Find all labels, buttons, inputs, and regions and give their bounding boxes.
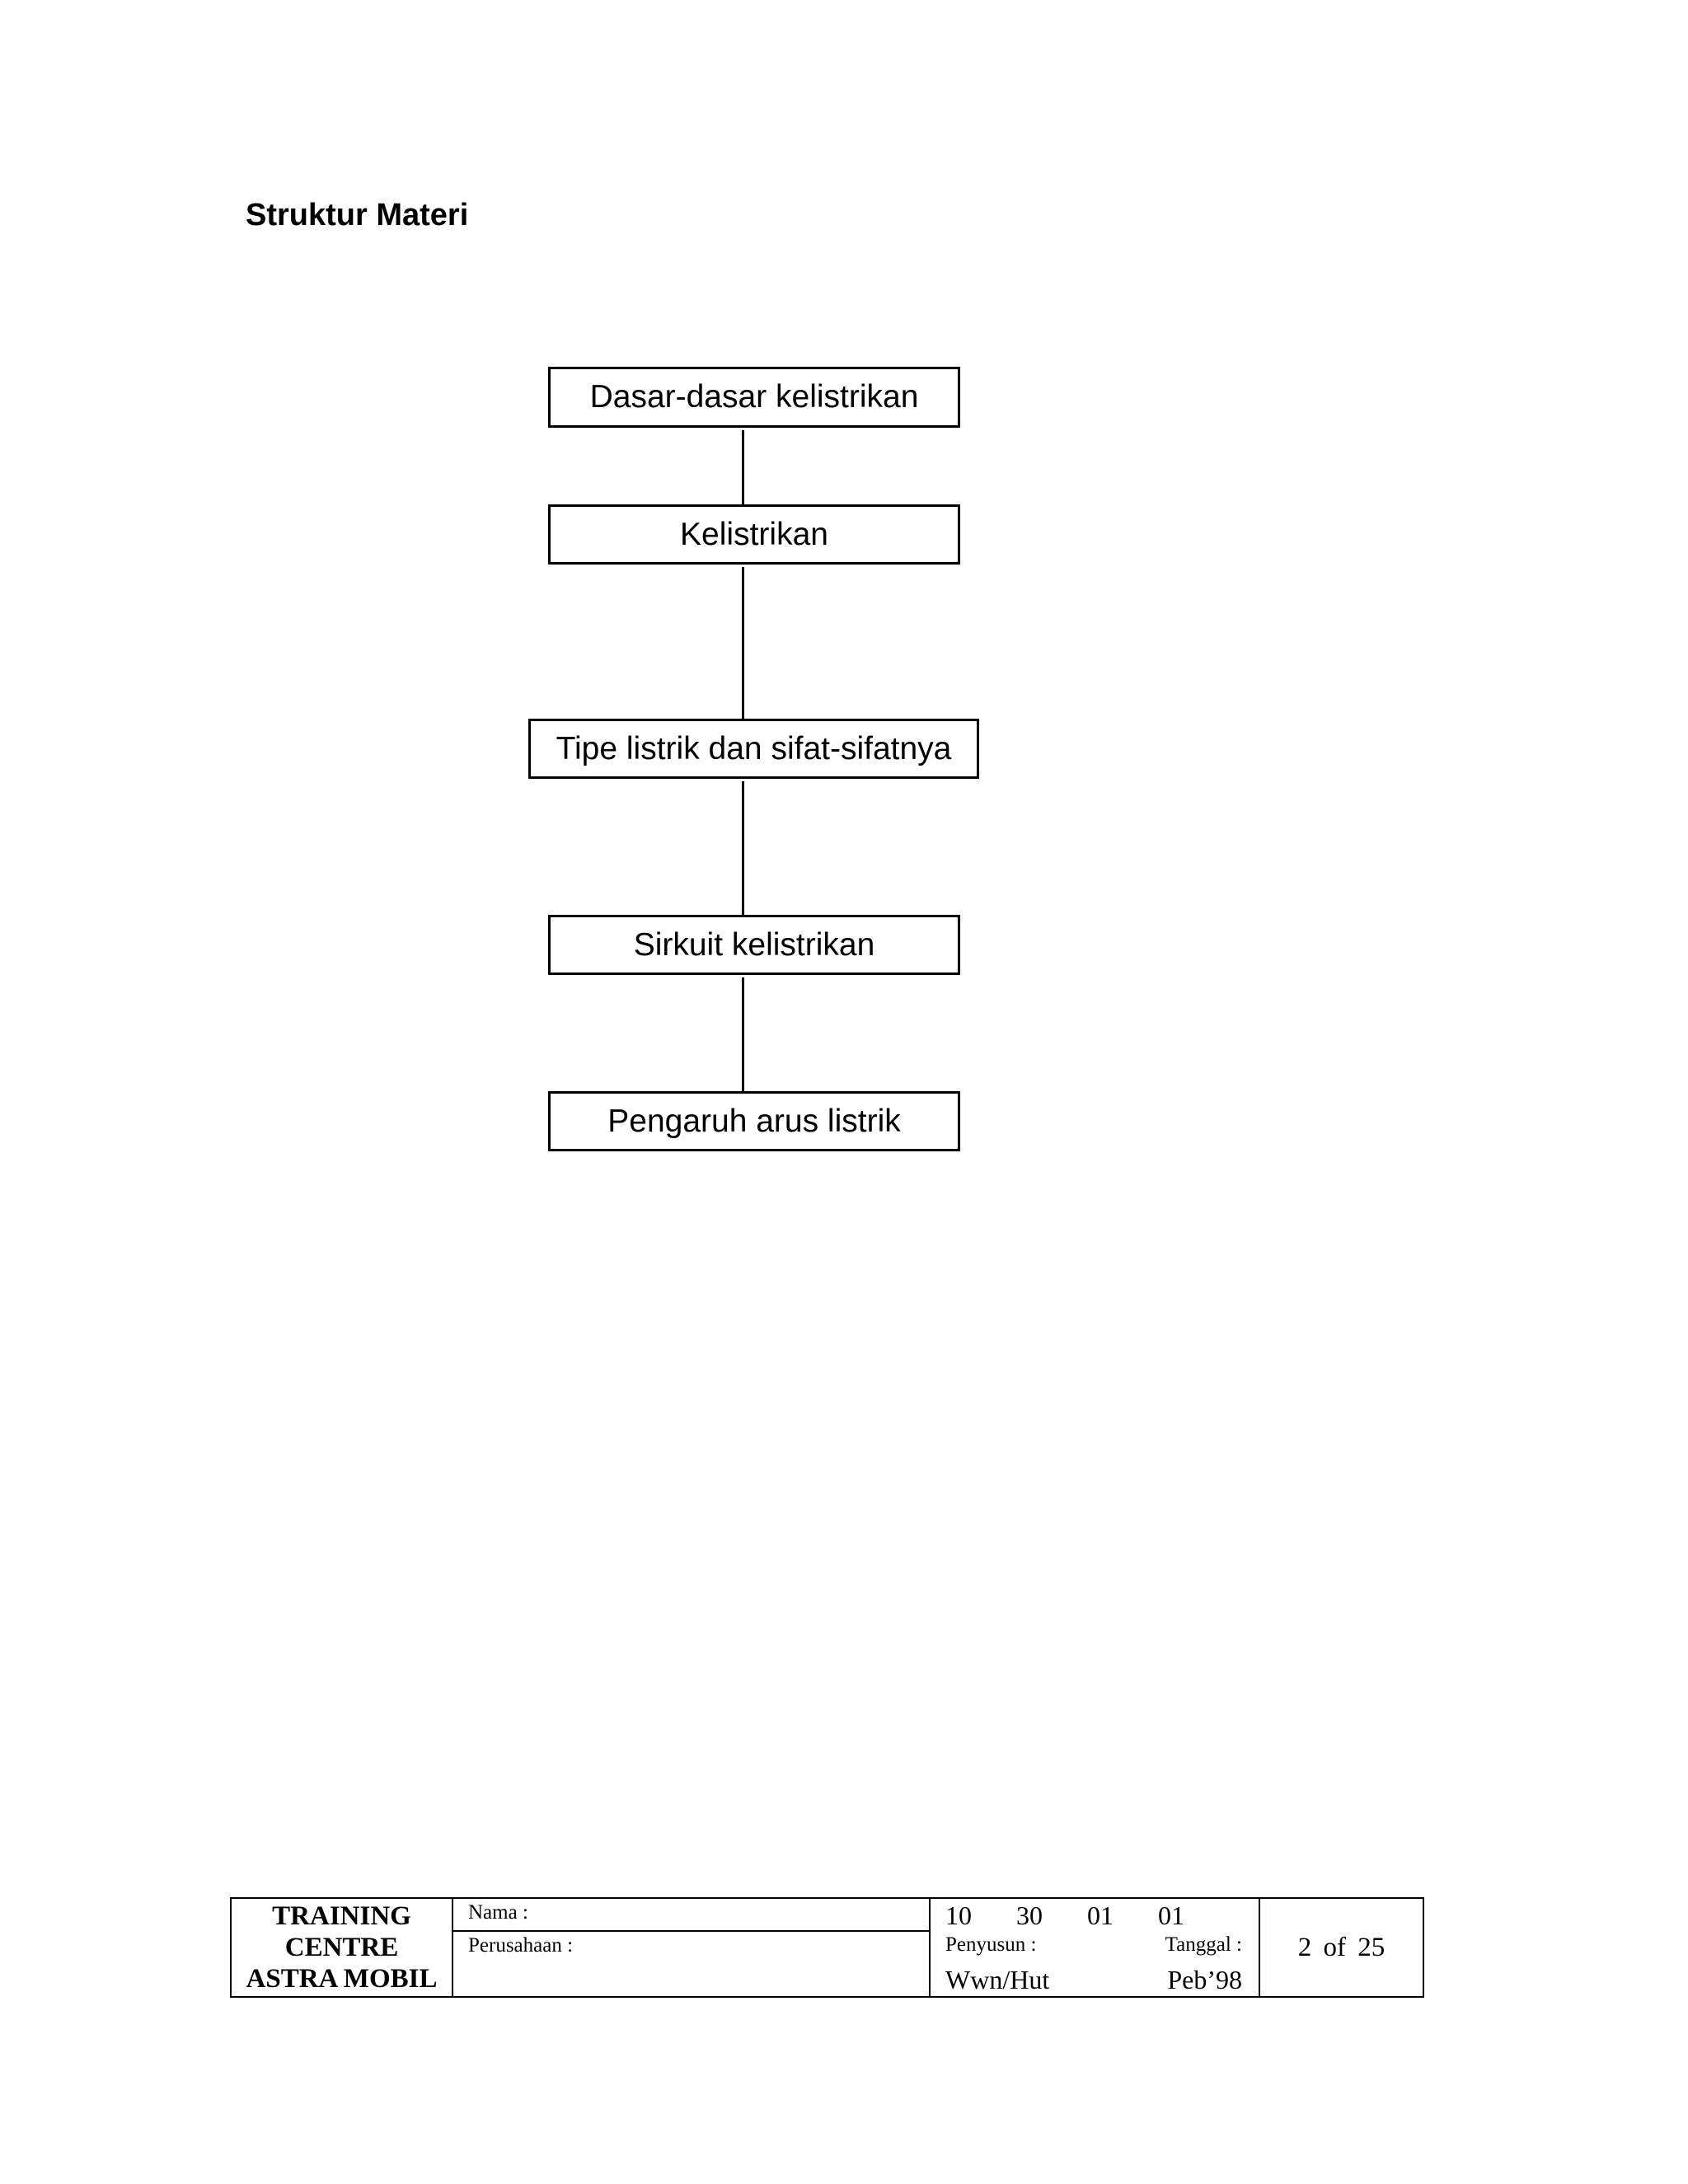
flow-node-circuit: Sirkuit kelistrikan	[548, 915, 960, 975]
flow-connector	[742, 567, 744, 720]
org-line-3: ASTRA MOBIL	[246, 1964, 438, 1994]
company-label: Perusahaan :	[468, 1934, 574, 1957]
flow-connector	[742, 977, 744, 1094]
flow-node-basics: Dasar-dasar kelistrikan	[548, 367, 960, 428]
name-field	[452, 1898, 930, 1931]
org-line-1: TRAINING	[272, 1901, 411, 1931]
document-code: 10 30 01 01	[945, 1900, 1184, 1930]
org-line-2: CENTRE	[284, 1933, 399, 1962]
flow-connector	[742, 430, 744, 506]
company-field	[452, 1931, 930, 1997]
flow-node-electricity-types: Tipe listrik dan sifat-sifatnya	[528, 719, 979, 779]
page-number: 2 of 25	[1259, 1898, 1423, 1997]
flow-node-electricity: Kelistrikan	[548, 504, 960, 565]
date-label: Tanggal :	[1165, 1933, 1242, 1956]
document-code-cell	[930, 1898, 1259, 1997]
author-label: Penyusun :	[945, 1933, 1037, 1956]
organization-name	[231, 1898, 452, 1997]
author-value: Wwn/Hut	[945, 1965, 1050, 1994]
flow-connector	[742, 781, 744, 916]
page-title: Struktur Materi	[246, 198, 469, 232]
name-label: Nama :	[468, 1901, 528, 1924]
flow-node-current-effect: Pengaruh arus listrik	[548, 1091, 960, 1151]
date-value: Peb’98	[1167, 1965, 1242, 1994]
document-footer	[230, 1897, 1424, 1998]
